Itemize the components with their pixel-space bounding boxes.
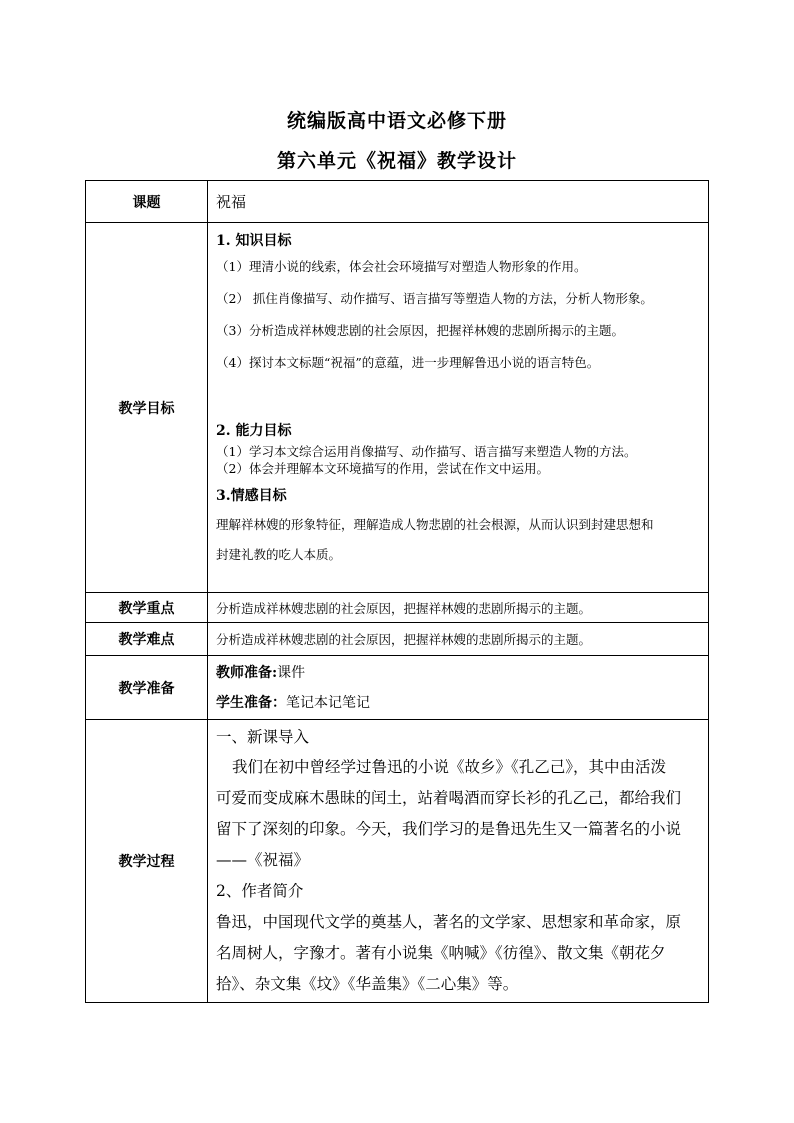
- knowledge-item: （3）分析造成祥林嫂悲剧的社会原因，把握祥林嫂的悲剧所揭示的主题。: [216, 323, 624, 338]
- process-label: 教学过程: [86, 720, 208, 1003]
- table-row-objectives: [86, 223, 709, 593]
- objectives-label: 教学目标: [86, 223, 208, 593]
- section2-line: 拾》、杂文集《坟》《华盖集》《二心集》等。: [216, 975, 519, 993]
- lesson-label: 课题: [86, 181, 208, 223]
- table-row-lesson: [86, 181, 709, 223]
- section1-line: ——《祝福》: [216, 851, 310, 869]
- key-point-value: 分析造成祥林嫂悲剧的社会原因，把握祥林嫂的悲剧所揭示的主题。: [216, 600, 592, 616]
- knowledge-item: （4）探讨本文标题“祝福”的意蕴，进一步理解鲁迅小说的语言特色。: [216, 355, 600, 370]
- student-prep: [216, 688, 702, 718]
- difficulty-label: 教学难点: [86, 623, 208, 656]
- knowledge-item: （1）理清小说的线索，体会社会环境描写对塑造人物形象的作用。: [216, 259, 587, 274]
- section1-heading: 一、新课导入: [216, 728, 310, 746]
- table-row-difficulty: [86, 623, 709, 656]
- student-prep-value: 笔记本记笔记: [286, 694, 370, 711]
- document-title: 统编版高中语文必修下册: [286, 110, 507, 132]
- difficulty-value: 分析造成祥林嫂悲剧的社会原因，把握祥林嫂的悲剧所揭示的主题。: [216, 632, 592, 647]
- table-row-key-point: [86, 593, 709, 623]
- section1-line: 可爱而变成麻木愚昧的闰土，站着喝酒而穿长衫的孔乙己，都给我们: [216, 789, 682, 807]
- section2-line: 鲁迅，中国现代文学的奠基人，著名的文学家、思想家和革命家，原: [216, 913, 682, 931]
- knowledge-item: （2） 抓住肖像描写、动作描写、语言描写等塑造人物的方法，分析人物形象。: [216, 291, 653, 306]
- section1-line: 留下了深刻的印象。今天，我们学习的是鲁迅先生又一篇著名的小说: [216, 820, 682, 838]
- emotion-line: 封建礼教的吃人本质。: [216, 547, 342, 562]
- key-point-label: 教学重点: [86, 593, 208, 623]
- objectives-content: [208, 223, 709, 593]
- emotion-heading: 3.情感目标: [216, 488, 287, 504]
- table-row-process: [86, 720, 709, 1003]
- knowledge-heading: 1. 知识目标: [216, 233, 292, 249]
- document-subtitle: 第六单元《祝福》教学设计: [276, 150, 517, 172]
- lesson-value: 祝福: [216, 193, 247, 211]
- lesson-plan-table: [85, 180, 709, 1003]
- emotion-line: 理解祥林嫂的形象特征，理解造成人物悲剧的社会根源，从而认识到封建思想和: [216, 517, 654, 532]
- section2-heading: 2、作者简介: [216, 882, 304, 900]
- student-prep-label: 学生准备：: [216, 694, 286, 711]
- teacher-prep-label: 教师准备:: [216, 664, 278, 681]
- preparation-label: 教学准备: [86, 656, 208, 720]
- table-row-preparation: [86, 656, 709, 720]
- process-content: [208, 720, 709, 1003]
- section2-line: 名周树人，字豫才。著有小说集《呐喊》《彷徨》、散文集《朝花夕: [216, 944, 666, 962]
- ability-heading: 2. 能力目标: [216, 423, 292, 439]
- teacher-prep-value: 课件: [277, 664, 306, 681]
- section1-line: 我们在初中曾经学过鲁迅的小说《故乡》《孔乙己》，其中由活泼: [232, 758, 667, 776]
- ability-item: （1）学习本文综合运用肖像描写、动作描写、语言描写来塑造人物的方法。: [216, 444, 637, 459]
- ability-item: （2）体会并理解本文环境描写的作用，尝试在作文中运用。: [216, 461, 549, 476]
- teacher-prep: [216, 658, 702, 688]
